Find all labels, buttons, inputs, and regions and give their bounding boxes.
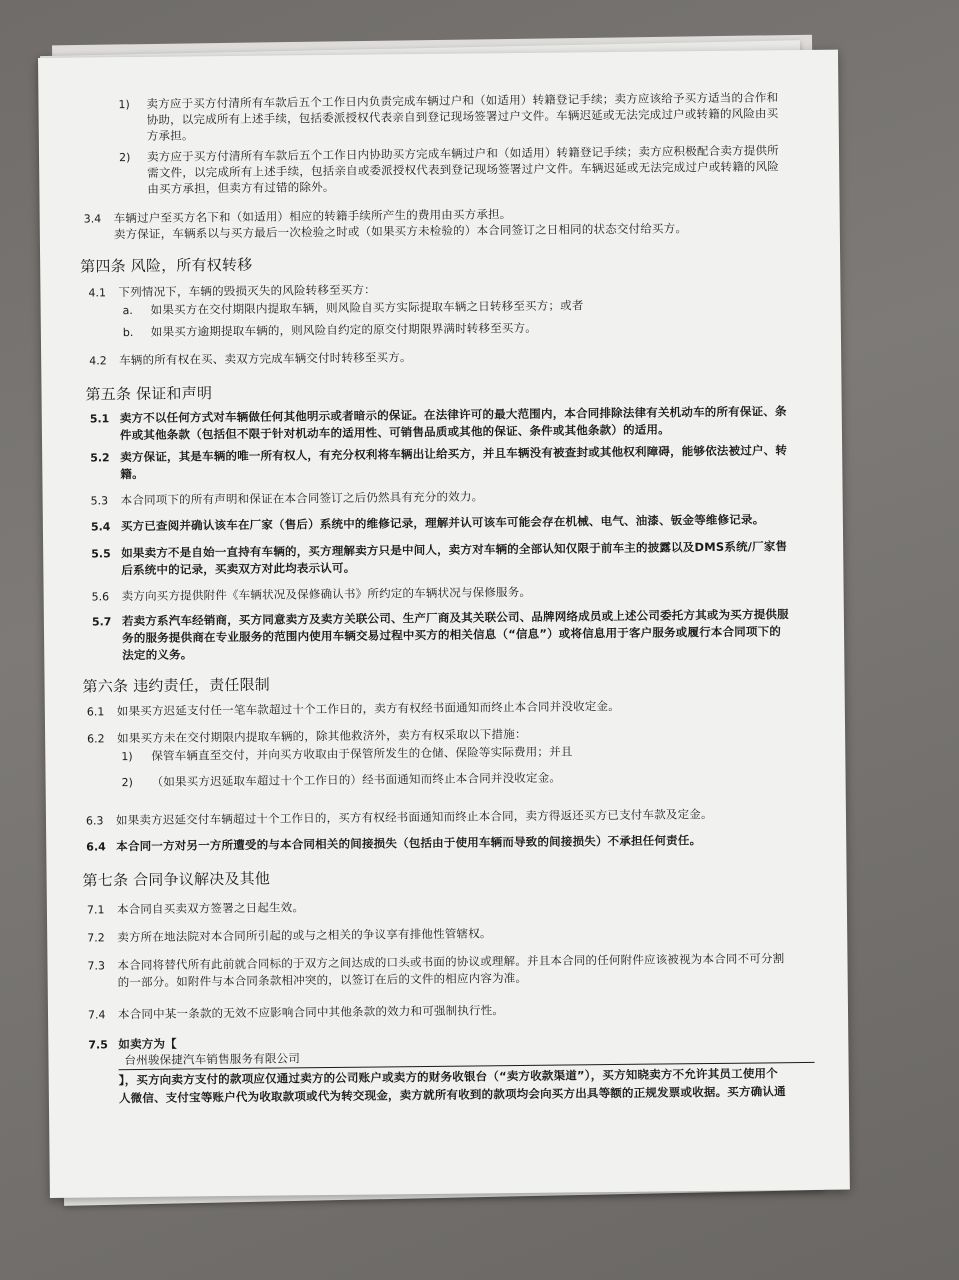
clause-text: 如果买方逾期提取车辆的，则风险自约定的原交付期限界满时转移至买方。	[150, 320, 538, 339]
clause-text: 需文件，以完成所有上述手续，包括亲自或委派授权代表到登记现场签署过户文件。车辆迟延或无法完成过户或转籍的风险	[147, 159, 780, 180]
clause-text: 如卖方为【	[118, 1036, 177, 1052]
clause-text: 籍。	[120, 466, 144, 482]
clause-number: 5.5	[91, 547, 111, 561]
company-name: 台州骏保捷汽车销售服务有限公司	[124, 1051, 301, 1068]
clause-number: 7.3	[87, 959, 106, 973]
clause-number: 6.3	[85, 814, 104, 828]
clause-number: 5.7	[91, 615, 112, 629]
clause-number: 7.2	[87, 931, 105, 945]
clause-text: 卖方保证，其是车辆的唯一所有权人，有充分权利将车辆出让给买方，并且车辆没有被查封或其他权利障碍，能够依法被过户、转	[120, 443, 788, 465]
clause-text: 如果卖方不是自始一直持有车辆的，买方理解卖方只是中间人，卖方对车辆的全部认知仅限于前车主的披露以及DMS系统/厂家售	[121, 539, 788, 561]
clause-text: 如果买方迟延支付任一笔车款超过十个工作日的，卖方有权经书面通知而终止本合同并没收定金。	[116, 698, 620, 719]
clause-number: 5.3	[90, 494, 109, 508]
clause-text: 的一部分。如附件与本合同条款相冲突的，以签订在后的文件的相应内容为准。	[117, 970, 528, 990]
clause-number: 4.1	[88, 286, 107, 300]
clause-text: 车辆过户至买方名下和（如适用）相应的转籍手续所产生的费用由买方承担。	[113, 207, 512, 226]
sub-number: a.	[122, 304, 133, 318]
clause-text: 本合同项下的所有声明和保证在本合同签订之后仍然具有充分的效力。	[120, 489, 484, 508]
sub-number: b.	[122, 326, 134, 340]
sub-number: 1)	[121, 750, 133, 764]
section-heading: 第七条 合同争议解决及其他	[82, 869, 271, 890]
clause-text: 卖方应于买方付清所有车款后五个工作日内负责完成车辆过户和（如适用）转籍登记手续；卖方应该给予买方适当的合作和	[146, 90, 779, 111]
clause-text: 人微信、支付宝等账户代为收取款项或代为转交现金，卖方就所有收到的款项均会向买方出具等额的正规发票或收据。买方确认通	[118, 1084, 786, 1106]
clause-text: 本合同一方对另一方所遭受的与本合同相关的间接损失（包括由于使用车辆而导致的间接损失）不承担任何责任。	[116, 833, 702, 854]
sub-number: 2)	[121, 776, 133, 790]
clause-number: 7.5	[88, 1038, 108, 1052]
clause-number: 5.2	[90, 451, 110, 465]
clause-number: 7.1	[86, 903, 105, 917]
clause-text: 保管车辆直至交付，并向买方收取由于保管所发生的仓储、保险等实际费用；并且	[151, 744, 573, 763]
clause-text: 若卖方系汽车经销商，买方同意卖方及卖方关联公司、生产厂商及其关联公司、品牌网络成员或上述公司委托方其或为买方提供服	[121, 607, 789, 629]
clause-number: 6.2	[87, 732, 105, 746]
clause-text: 如果买方在交付期限内提取车辆，则风险自买方实际提取车辆之日转移至买方；或者	[150, 298, 584, 317]
clause-text: 方承担。	[146, 128, 194, 143]
clause-text: 本合同中某一条款的无效不应影响合同中其他条款的效力和可强制执行性。	[117, 1003, 505, 1022]
clause-text: 卖方向买方提供附件《车辆状况及保修确认书》所约定的车辆状况与保修服务。	[121, 584, 532, 604]
clause-text: 卖方不以任何方式对车辆做任何其他明示或者暗示的保证。在法律许可的最大范围内，本合同排除法律有关机动车的所有保证、条	[119, 404, 787, 426]
clause-text: 法定的义务。	[122, 647, 193, 663]
item-number: 1)	[118, 98, 130, 112]
clause-text: 协助，以完成所有上述手续，包括委派授权代表亲自到登记现场签署过户文件。车辆迟延或无法完成过户或转籍的风险由买	[146, 106, 779, 127]
clause-text: 如果卖方迟延交付车辆超过十个工作日的，买方有权经书面通知而终止本合同，卖方得返还买方已支付车款及定金。	[115, 806, 713, 828]
clause-text: 本合同自买卖双方签署之日起生效。	[116, 900, 305, 917]
clause-text: 本合同将替代所有此前就合同标的于双方之间达成的口头或书面的协议或理解。并且本合同的任何附件应该被视为本合同不可分割	[117, 951, 785, 973]
clause-text: 买方已查阅并确认该车在厂家（售后）系统中的维修记录，理解并认可该车可能会存在机械、电气、油漆、钣金等维修记录。	[120, 512, 765, 534]
clause-text: 下列情况下，车辆的毁损灭失的风险转移至买方：	[118, 282, 376, 300]
clause-number: 3.4	[83, 212, 102, 226]
clause-text: 后系统中的记录，买卖双方对此均表示认可。	[121, 560, 356, 578]
clause-text: 】，买方向卖方支付的款项应仅通过卖方的公司账户或卖方的财务收银台（“卖方收款渠道”），买方知晓卖方不允许其员工使用个	[118, 1066, 778, 1088]
section-heading: 第四条 风险，所有权转移	[80, 255, 253, 276]
clause-number: 5.4	[90, 520, 111, 534]
clause-number: 6.4	[86, 840, 106, 854]
clause-text: （如果买方迟延取车超过十个工作日的）经书面通知而终止本合同并没收定金。	[151, 770, 562, 789]
clause-number: 5.1	[89, 412, 110, 426]
contract-page	[38, 50, 850, 1198]
clause-text: 件或其他条款（包括但不限于针对机动车的适用性、可销售品质或其他的保证、条件或其他条款）的适用。	[119, 422, 670, 443]
clause-text: 如果买方未在交付期限内提取车辆的，除其他救济外，卖方有权采取以下措施：	[117, 726, 527, 746]
clause-number: 5.6	[91, 590, 110, 604]
section-heading: 第六条 违约责任，责任限制	[82, 675, 271, 696]
clause-number: 7.4	[87, 1008, 106, 1022]
clause-text: 卖方所在地法院对本合同所引起的或与之相关的争议享有排他性管辖权。	[117, 926, 492, 945]
clause-number: 6.1	[86, 705, 105, 719]
item-number: 2)	[118, 151, 131, 165]
clause-text: 车辆的所有权在买、卖双方完成车辆交付时转移至买方。	[119, 350, 412, 368]
clause-text: 卖方保证，车辆系以与买方最后一次检验之时或（如果买方未检验的）本合同签订之日相同的状态交付给买方。	[113, 221, 688, 242]
clause-number: 4.2	[89, 354, 107, 368]
clause-text: 卖方应于买方付清所有车款后五个工作日内协助买方完成车辆过户和（如适用）转籍登记手续；卖方应积极配合卖方提供所	[146, 143, 779, 164]
section-heading: 第五条 保证和声明	[85, 384, 213, 404]
clause-text: 务的服务提供商在专业服务的范围内使用车辆交易过程中买方的相关信息（“信息”）或将信息用于客户服务或履行本合同项下的	[122, 624, 782, 646]
clause-text: 由买方承担，但卖方有过错的除外。	[147, 179, 335, 196]
